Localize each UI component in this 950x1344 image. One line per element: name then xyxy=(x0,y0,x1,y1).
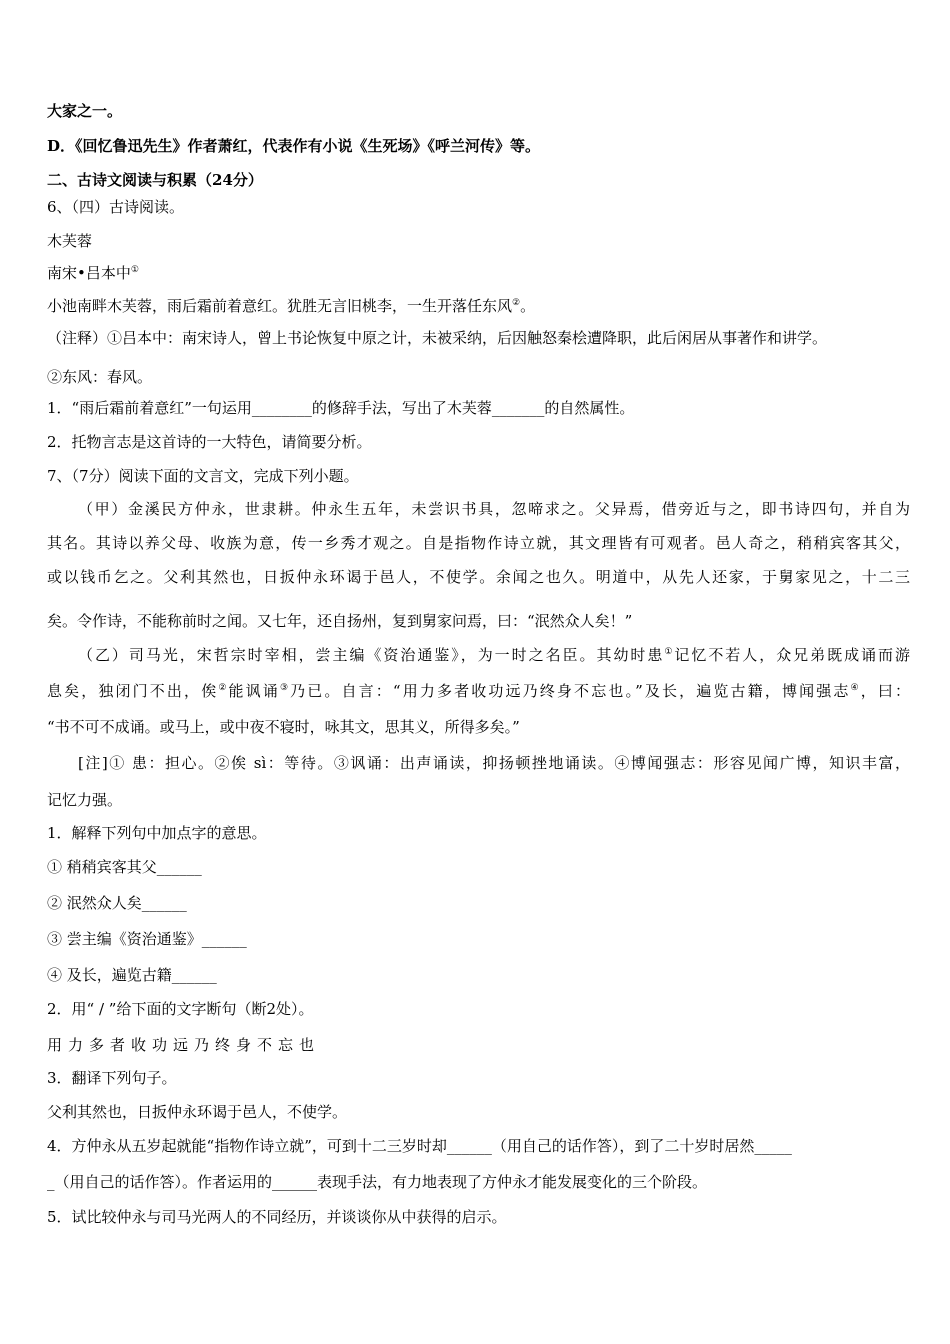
passage-b-line-3: “书不可不成诵。或马上，或中夜不寝时，咏其文，思其义，所得多矣。” xyxy=(47,718,520,736)
passage-b-line-2: 息矣，独闭门不出，俟②能讽诵③乃已。自言：“用力多者收功远乃终身不忘也。”及长，遍览古籍，博闻强志④，曰： xyxy=(47,682,910,700)
poem-note-2: ②东风：春风。 xyxy=(47,368,153,386)
question-7-1-item-2: ② 泯然众人矣______ xyxy=(47,894,187,912)
passage-notes-1: [注]① 患：担心。②俟 sì：等待。③讽诵：出声诵读，抑扬顿挫地诵读。④博闻强志：形容见闻广博，知识丰富， xyxy=(78,754,910,772)
question-7-2-text: 用力多者收功远乃终身不忘也 xyxy=(47,1036,321,1054)
question-7-2: 2．用“ / ”给下面的文字断句（断2处）。 xyxy=(47,1000,314,1018)
prev-question-tail: 大家之一。 xyxy=(47,102,123,120)
poem-note-1: （注释）①吕本中：南宋诗人，曾上书论恢复中原之计，未被采纳，后因触怒秦桧遭降职，此后闲居从事著作和讲学。 xyxy=(47,329,828,347)
question-7-3: 3．翻译下列句子。 xyxy=(47,1069,177,1087)
question-7-title: 7、（7分）阅读下面的文言文，完成下列小题。 xyxy=(47,467,359,485)
question-7-1-item-3: ③ 尝主编《资治通鉴》______ xyxy=(47,930,247,948)
question-7-4-line-1: 4．方仲永从五岁起就能“指物作诗立就”，可到十二三岁时却______（用自己的话作答），到了二十岁时居然_____ xyxy=(47,1137,792,1155)
question-7-1: 1．解释下列句中加点字的意思。 xyxy=(47,824,267,842)
passage-notes-2: 记忆力强。 xyxy=(47,791,123,809)
question-7-1-item-1: ① 稍稍宾客其父______ xyxy=(47,858,202,876)
section-heading: 二、古诗文阅读与积累（24分） xyxy=(47,171,263,189)
poem-text: 小池南畔木芙蓉，雨后霜前着意红。犹胜无言旧桃李，一生开落任东风②。 xyxy=(47,297,536,315)
passage-a-line-2: 其名。其诗以养父母、收族为意，传一乡秀才观之。自是指物作诗立就，其文理皆有可观者。邑人奇之，稍稍宾客其父， xyxy=(47,534,910,552)
poem-title: 木芙蓉 xyxy=(47,232,93,250)
question-7-1-item-4: ④ 及长，遍览古籍______ xyxy=(47,966,217,984)
poem-author: 南宋•吕本中① xyxy=(47,264,139,282)
question-6-2: 2．托物言志是这首诗的一大特色，请简要分析。 xyxy=(47,433,372,451)
question-6-title: 6、（四）古诗阅读。 xyxy=(47,198,185,216)
question-7-3-text: 父利其然也，日扳仲永环谒于邑人，不使学。 xyxy=(47,1103,348,1121)
question-7-4-line-2: _（用自己的话作答）。作者运用的______表现手法，有力地表现了方仲永才能发展变化的三个阶段。 xyxy=(47,1173,708,1191)
passage-b-line-1: （乙）司马光，宋哲宗时宰相，尝主编《资治通鉴》，为一时之名臣。其幼时患①记忆不若人，众兄弟既成诵而游 xyxy=(78,646,910,664)
option-d: D．《回忆鲁迅先生》作者萧红，代表作有小说《生死场》《呼兰河传》等。 xyxy=(47,137,541,155)
passage-a-line-4: 矣。令作诗，不能称前时之闻。又七年，还自扬州，复到舅家问焉，曰：“泯然众人矣！” xyxy=(47,612,633,630)
question-6-1: 1．“雨后霜前着意红”一句运用________的修辞手法，写出了木芙蓉_______的自然属性。 xyxy=(47,399,635,417)
passage-a-line-3: 或以钱币乞之。父利其然也，日扳仲永环谒于邑人，不使学。余闻之也久。明道中，从先人还家，于舅家见之，十二三 xyxy=(47,568,910,586)
passage-a-line-1: （甲）金溪民方仲永，世隶耕。仲永生五年，未尝识书具，忽啼求之。父异焉，借旁近与之，即书诗四句，并自为 xyxy=(78,500,910,518)
question-7-5: 5．试比较仲永与司马光两人的不同经历，并谈谈你从中获得的启示。 xyxy=(47,1208,507,1226)
